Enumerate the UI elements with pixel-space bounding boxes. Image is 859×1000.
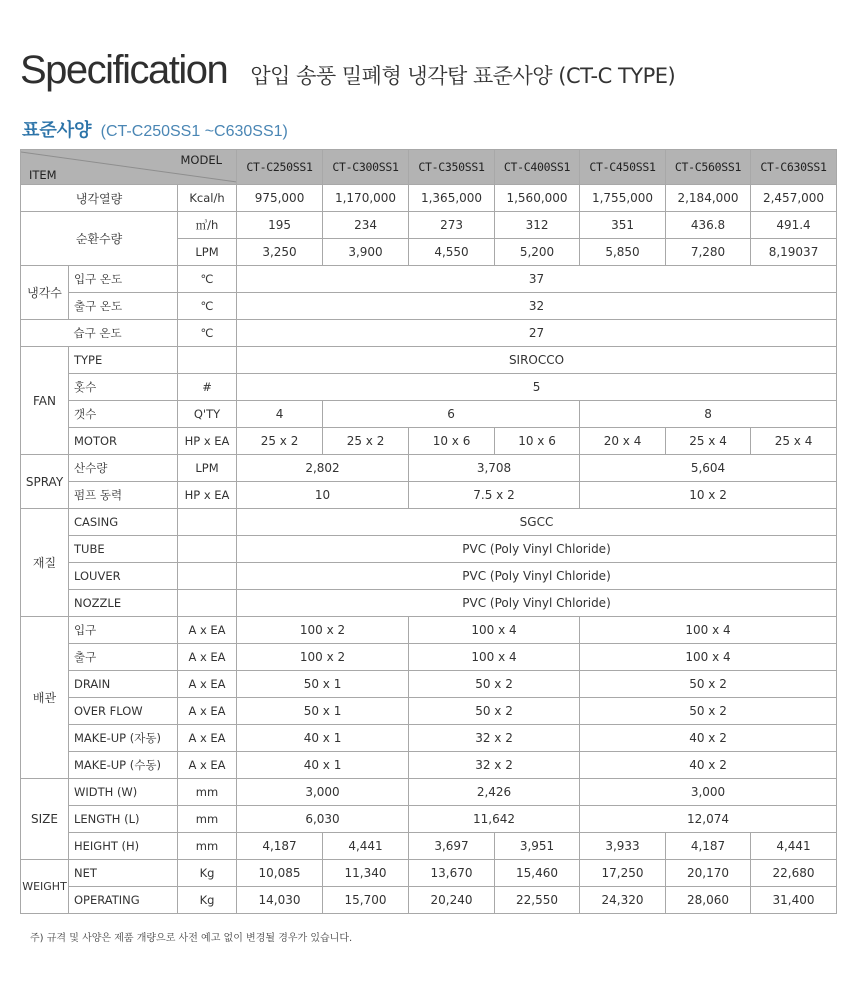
value-cell: 14,030 [237, 887, 323, 914]
value-cell: 4,441 [751, 833, 837, 860]
value-cell: 12,074 [580, 806, 837, 833]
value-cell: 2,457,000 [751, 185, 837, 212]
value-cell: 1,365,000 [409, 185, 495, 212]
value-cell: 17,250 [580, 860, 666, 887]
value-cell: 10,085 [237, 860, 323, 887]
value-cell: 37 [237, 266, 837, 293]
row-piping-outlet [21, 644, 837, 671]
value-cell: 10 x 6 [409, 428, 495, 455]
value-cell: 40 x 1 [237, 752, 409, 779]
group-label: FAN [21, 347, 69, 455]
unit-cell: A x EA [178, 671, 237, 698]
unit-cell: A x EA [178, 644, 237, 671]
value-cell: 8 [580, 401, 837, 428]
row-wet-bulb [21, 320, 837, 347]
row-label: 갯수 [69, 401, 178, 428]
value-cell: 24,320 [580, 887, 666, 914]
row-weight-net [21, 860, 837, 887]
section-sub: (CT-C250SS1 ~C630SS1) [100, 123, 288, 140]
footnote: 주) 규격 및 사양은 제품 개량으로 사전 예고 없이 변경될 경우가 있습니다. [30, 933, 353, 944]
value-cell: 1,170,000 [323, 185, 409, 212]
row-fan-motor [21, 428, 837, 455]
model-header: CT-C630SS1 [751, 150, 837, 185]
value-cell: 15,700 [323, 887, 409, 914]
value-cell: 50 x 2 [409, 671, 580, 698]
unit-cell: # [178, 374, 237, 401]
unit-cell: Q'TY [178, 401, 237, 428]
row-cooling-capacity [21, 185, 837, 212]
row-label: 출구 [69, 644, 178, 671]
row-label: 홋수 [69, 374, 178, 401]
row-weight-operating [21, 887, 837, 914]
value-cell: 2,426 [409, 779, 580, 806]
row-label: MAKE-UP (수동) [69, 752, 178, 779]
row-label: MAKE-UP (자동) [69, 725, 178, 752]
row-spray-pump [21, 482, 837, 509]
row-piping-makeup-auto [21, 725, 837, 752]
value-cell: 31,400 [751, 887, 837, 914]
group-label: SIZE [21, 779, 69, 860]
value-cell: 10 x 6 [495, 428, 580, 455]
value-cell: 3,900 [323, 239, 409, 266]
row-piping-overflow [21, 698, 837, 725]
value-cell: 491.4 [751, 212, 837, 239]
row-label: LENGTH (L) [69, 806, 178, 833]
row-size-length [21, 806, 837, 833]
row-label: 출구 온도 [69, 293, 178, 320]
value-cell: 13,670 [409, 860, 495, 887]
row-fan-qty [21, 401, 837, 428]
row-material-louver [21, 563, 837, 590]
row-label: WIDTH (W) [69, 779, 178, 806]
row-label: 입구 [69, 617, 178, 644]
value-cell: 6,030 [237, 806, 409, 833]
unit-cell: mm [178, 806, 237, 833]
group-label: 배관 [21, 617, 69, 779]
value-cell: 22,550 [495, 887, 580, 914]
value-cell: 5 [237, 374, 837, 401]
unit-cell [178, 590, 237, 617]
section-main: 표준사양 [22, 120, 92, 141]
value-cell: 40 x 2 [580, 752, 837, 779]
unit-cell: ℃ [178, 293, 237, 320]
value-cell: 20,240 [409, 887, 495, 914]
unit-cell: Kg [178, 860, 237, 887]
corner-model-label: MODEL [180, 153, 223, 167]
row-label: OPERATING [69, 887, 178, 914]
row-spray-flow [21, 455, 837, 482]
unit-cell: HP x EA [178, 428, 237, 455]
unit-cell [178, 347, 237, 374]
value-cell: PVC (Poly Vinyl Chloride) [237, 563, 837, 590]
value-cell: PVC (Poly Vinyl Chloride) [237, 536, 837, 563]
unit-cell: ㎥/h [178, 212, 237, 239]
unit-cell: Kg [178, 887, 237, 914]
unit-cell: ℃ [178, 320, 237, 347]
group-label: WEIGHT [21, 860, 69, 914]
value-cell: 100 x 4 [580, 617, 837, 644]
unit-cell [178, 536, 237, 563]
row-size-width [21, 779, 837, 806]
row-label: MOTOR [69, 428, 178, 455]
value-cell: 8,19037 [751, 239, 837, 266]
value-cell: 3,708 [409, 455, 580, 482]
value-cell: 40 x 1 [237, 725, 409, 752]
value-cell: 100 x 4 [580, 644, 837, 671]
value-cell: 32 x 2 [409, 752, 580, 779]
unit-cell [178, 563, 237, 590]
value-cell: 3,933 [580, 833, 666, 860]
value-cell: 28,060 [666, 887, 751, 914]
section-heading [22, 116, 288, 142]
value-cell: 25 x 2 [323, 428, 409, 455]
value-cell: PVC (Poly Vinyl Chloride) [237, 590, 837, 617]
value-cell: 50 x 1 [237, 698, 409, 725]
value-cell: 32 x 2 [409, 725, 580, 752]
row-label: CASING [69, 509, 178, 536]
value-cell: 3,000 [237, 779, 409, 806]
model-header: CT-C350SS1 [409, 150, 495, 185]
value-cell: 1,560,000 [495, 185, 580, 212]
value-cell: 4,187 [237, 833, 323, 860]
unit-cell: LPM [178, 455, 237, 482]
value-cell: 20,170 [666, 860, 751, 887]
row-material-casing [21, 509, 837, 536]
model-header: CT-C560SS1 [666, 150, 751, 185]
spec-table [20, 149, 837, 914]
value-cell: 50 x 2 [580, 671, 837, 698]
unit-cell: Kcal/h [178, 185, 237, 212]
row-outlet-temp [21, 293, 837, 320]
value-cell: 4 [237, 401, 323, 428]
value-cell: 3,951 [495, 833, 580, 860]
row-label: TUBE [69, 536, 178, 563]
unit-cell: LPM [178, 239, 237, 266]
row-piping-drain [21, 671, 837, 698]
value-cell: 20 x 4 [580, 428, 666, 455]
value-cell: 100 x 2 [237, 644, 409, 671]
title-main: Specification [20, 48, 228, 92]
empty-cell [21, 320, 69, 347]
value-cell: 436.8 [666, 212, 751, 239]
group-label: 재질 [21, 509, 69, 617]
row-label: 냉각열량 [21, 185, 178, 212]
value-cell: 50 x 2 [409, 698, 580, 725]
value-cell: 10 x 2 [580, 482, 837, 509]
value-cell: 3,000 [580, 779, 837, 806]
value-cell: 3,697 [409, 833, 495, 860]
value-cell: 50 x 1 [237, 671, 409, 698]
row-fan-type [21, 347, 837, 374]
row-inlet-temp [21, 266, 837, 293]
header-row [21, 150, 837, 185]
value-cell: 6 [323, 401, 580, 428]
value-cell: 32 [237, 293, 837, 320]
title-sub: 압입 송풍 밀폐형 냉각탑 표준사양 (CT-C TYPE) [250, 64, 676, 88]
value-cell: 27 [237, 320, 837, 347]
unit-cell: A x EA [178, 617, 237, 644]
value-cell: 3,250 [237, 239, 323, 266]
value-cell: 312 [495, 212, 580, 239]
row-label: 펌프 동력 [69, 482, 178, 509]
group-label: SPRAY [21, 455, 69, 509]
value-cell: 4,550 [409, 239, 495, 266]
unit-cell: A x EA [178, 752, 237, 779]
value-cell: SGCC [237, 509, 837, 536]
value-cell: 25 x 4 [666, 428, 751, 455]
value-cell: 100 x 4 [409, 644, 580, 671]
value-cell: 7.5 x 2 [409, 482, 580, 509]
row-piping-makeup-manual [21, 752, 837, 779]
value-cell: 7,280 [666, 239, 751, 266]
row-label: NET [69, 860, 178, 887]
value-cell: 100 x 2 [237, 617, 409, 644]
value-cell: 25 x 2 [237, 428, 323, 455]
value-cell: 234 [323, 212, 409, 239]
row-label: HEIGHT (H) [69, 833, 178, 860]
row-label: 습구 온도 [69, 320, 178, 347]
row-circulation-m3h [21, 212, 837, 239]
model-header: CT-C250SS1 [237, 150, 323, 185]
row-fan-count [21, 374, 837, 401]
value-cell: 195 [237, 212, 323, 239]
unit-cell: A x EA [178, 725, 237, 752]
value-cell: 40 x 2 [580, 725, 837, 752]
corner-item-label: ITEM [29, 168, 57, 182]
value-cell: SIROCCO [237, 347, 837, 374]
value-cell: 273 [409, 212, 495, 239]
value-cell: 5,604 [580, 455, 837, 482]
value-cell: 2,184,000 [666, 185, 751, 212]
row-material-tube [21, 536, 837, 563]
value-cell: 975,000 [237, 185, 323, 212]
unit-cell: ℃ [178, 266, 237, 293]
value-cell: 15,460 [495, 860, 580, 887]
unit-cell: A x EA [178, 698, 237, 725]
value-cell: 5,850 [580, 239, 666, 266]
unit-cell: mm [178, 779, 237, 806]
value-cell: 50 x 2 [580, 698, 837, 725]
value-cell: 100 x 4 [409, 617, 580, 644]
row-label: OVER FLOW [69, 698, 178, 725]
value-cell: 351 [580, 212, 666, 239]
unit-cell: mm [178, 833, 237, 860]
value-cell: 1,755,000 [580, 185, 666, 212]
model-header: CT-C300SS1 [323, 150, 409, 185]
row-label: NOZZLE [69, 590, 178, 617]
row-label: 순환수량 [21, 212, 178, 266]
row-label: 입구 온도 [69, 266, 178, 293]
row-material-nozzle [21, 590, 837, 617]
group-label: 냉각수 [21, 266, 69, 320]
row-label: 산수량 [69, 455, 178, 482]
row-size-height [21, 833, 837, 860]
unit-cell: HP x EA [178, 482, 237, 509]
row-piping-inlet [21, 617, 837, 644]
value-cell: 25 x 4 [751, 428, 837, 455]
value-cell: 2,802 [237, 455, 409, 482]
value-cell: 5,200 [495, 239, 580, 266]
value-cell: 22,680 [751, 860, 837, 887]
page-title [20, 48, 675, 93]
header-corner [21, 150, 237, 185]
value-cell: 4,187 [666, 833, 751, 860]
unit-cell [178, 509, 237, 536]
value-cell: 10 [237, 482, 409, 509]
row-label: LOUVER [69, 563, 178, 590]
model-header: CT-C400SS1 [495, 150, 580, 185]
row-label: TYPE [69, 347, 178, 374]
value-cell: 11,642 [409, 806, 580, 833]
row-label: DRAIN [69, 671, 178, 698]
model-header: CT-C450SS1 [580, 150, 666, 185]
value-cell: 11,340 [323, 860, 409, 887]
value-cell: 4,441 [323, 833, 409, 860]
